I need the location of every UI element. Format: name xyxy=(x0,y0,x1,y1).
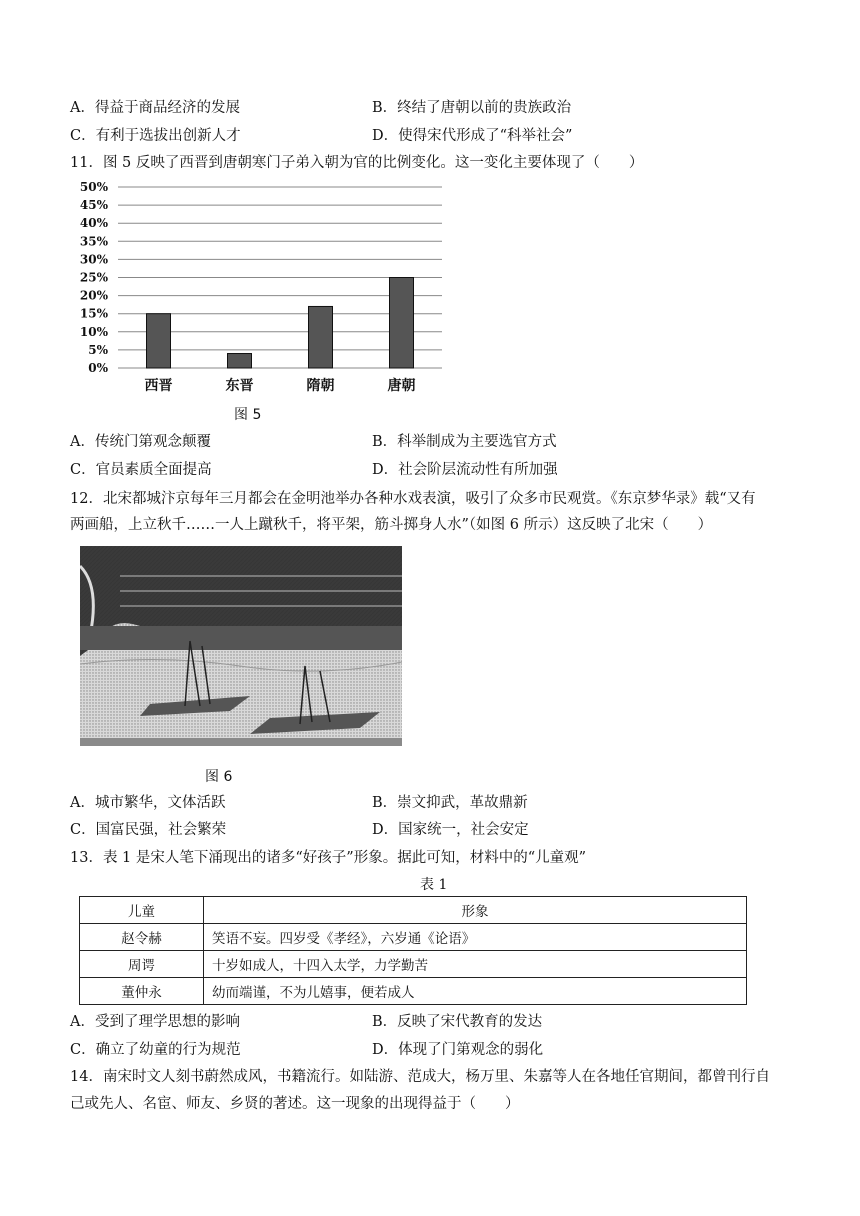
table-row xyxy=(80,978,747,1005)
q13-option-d: D．体现了门第观念的弱化 xyxy=(372,1042,544,1058)
figure-6-caption: 图 6 xyxy=(205,769,233,785)
figure-5-caption: 图 5 xyxy=(234,407,262,423)
q10-option-a: A．得益于商品经济的发展 xyxy=(70,100,240,116)
bar xyxy=(147,314,171,368)
y-tick-label: 40% xyxy=(79,216,108,231)
q10-option-b: B．终结了唐朝以前的贵族政治 xyxy=(372,100,572,116)
q12-option-d: D．国家统一，社会安定 xyxy=(372,822,529,838)
bar xyxy=(309,306,333,368)
q12-option-b: B．崇文抑武，革故鼎新 xyxy=(372,795,528,811)
table-row xyxy=(80,924,747,951)
bar xyxy=(390,278,414,369)
q11-option-d: D．社会阶层流动性有所加强 xyxy=(372,462,558,478)
table-cell-child: 周谔 xyxy=(80,951,204,978)
q12-stem-line1: 12．北宋都城汴京每年三月都会在金明池举办各种水戏表演，吸引了众多市民观赏。《东京梦华录》载“又有 xyxy=(70,491,756,507)
table-1 xyxy=(79,896,747,1005)
table-cell-image: 幼而端谨，不为儿嬉事，便若成人 xyxy=(204,978,747,1005)
q13-stem: 13．表 1 是宋人笔下涌现出的诸多“好孩子”形象。据此可知，材料中的“儿童观” xyxy=(70,850,587,866)
x-tick-label: 东晋 xyxy=(225,378,254,394)
y-tick-label: 5% xyxy=(88,342,108,357)
y-tick-label: 20% xyxy=(79,288,108,303)
y-tick-label: 35% xyxy=(79,234,108,249)
table-cell-image: 笑语不妄。四岁受《孝经》，六岁通《论语》 xyxy=(204,924,747,951)
table-cell-child: 赵令赫 xyxy=(80,924,204,951)
water-show-painting-image xyxy=(80,546,402,746)
q12-option-c: C．国富民强，社会繁荣 xyxy=(70,822,227,838)
q14-stem-line2: 己或先人、名宦、师友、乡贤的著述。这一现象的出现得益于（ ） xyxy=(70,1096,520,1112)
table-cell-child: 董仲永 xyxy=(80,978,204,1005)
bar xyxy=(228,354,252,368)
bar-chart xyxy=(70,175,450,400)
table-1-title: 表 1 xyxy=(420,877,448,893)
q13-option-a: A．受到了理学思想的影响 xyxy=(70,1014,240,1030)
y-tick-label: 10% xyxy=(79,324,108,339)
y-tick-label: 15% xyxy=(79,306,108,321)
q11-option-b: B．科举制成为主要选官方式 xyxy=(372,434,557,450)
x-tick-label: 西晋 xyxy=(144,378,173,394)
y-tick-label: 25% xyxy=(79,270,108,285)
y-tick-label: 30% xyxy=(79,252,108,267)
q11-option-a: A．传统门第观念颠覆 xyxy=(70,434,211,450)
table-header-row xyxy=(80,897,747,924)
q10-option-c: C．有利于选拔出创新人才 xyxy=(70,128,241,144)
q14-stem-line1: 14．南宋时文人刻书蔚然成风，书籍流行。如陆游、范成大，杨万里、朱嘉等人在各地任官期间，都曾刊行自 xyxy=(70,1069,770,1085)
q10-option-d: D．使得宋代形成了“科举社会” xyxy=(372,128,573,144)
q12-option-a: A．城市繁华，文体活跃 xyxy=(70,795,226,811)
q12-stem-line2: 两画船，上立秋千……一人上蹴秋千，将平架，筋斗掷身人水”（如图 6 所示）这反映了北宋（ ） xyxy=(70,517,713,533)
table-row xyxy=(80,951,747,978)
table-header-image: 形象 xyxy=(204,897,747,924)
x-tick-label: 唐朝 xyxy=(387,378,416,394)
q11-stem: 11．图 5 反映了西晋到唐朝寒门子弟入朝为官的比例变化。这一变化主要体现了（ ） xyxy=(70,155,644,171)
table-cell-image: 十岁如成人，十四入太学，力学勤苦 xyxy=(204,951,747,978)
q11-option-c: C．官员素质全面提高 xyxy=(70,462,212,478)
q13-option-c: C．确立了幼童的行为规范 xyxy=(70,1042,241,1058)
y-tick-label: 50% xyxy=(79,180,108,194)
x-tick-label: 隋朝 xyxy=(306,378,335,394)
q13-option-b: B．反映了宋代教育的发达 xyxy=(372,1014,543,1030)
y-tick-label: 0% xyxy=(88,361,108,375)
y-tick-label: 45% xyxy=(79,198,108,213)
table-header-child: 儿童 xyxy=(80,897,204,924)
